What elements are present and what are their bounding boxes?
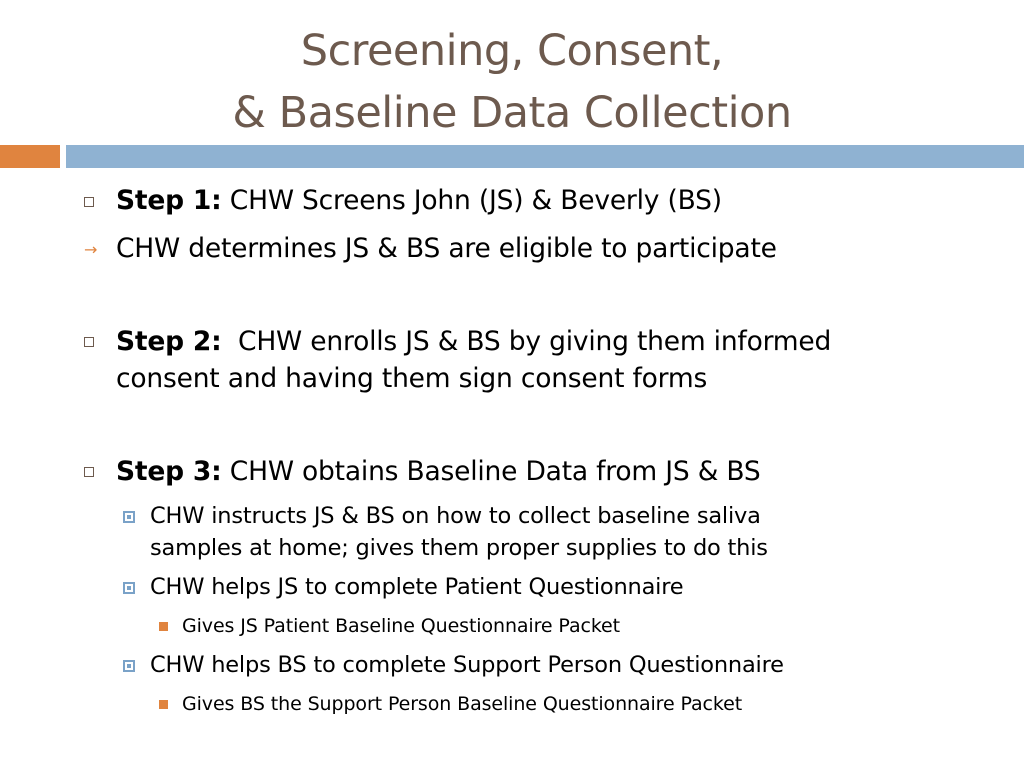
orange-square-bullet-icon <box>159 700 168 709</box>
eligibility-item: CHW determines JS & BS are eligible to participate <box>116 233 777 264</box>
step-2-text-line-2: consent and having them sign consent forms <box>116 363 708 394</box>
slide-title-line-2: & Baseline Data Collection <box>232 88 792 138</box>
step-3-item <box>116 457 761 487</box>
step-3-sub-3: CHW helps BS to complete Support Person Questionnaire <box>150 652 784 678</box>
step-3-sub-2-detail: Gives JS Patient Baseline Questionnaire Packet <box>182 615 620 637</box>
slide-title <box>0 20 1024 144</box>
step-3-label: Step 3: <box>116 456 222 487</box>
step-3-text: CHW obtains Baseline Data from JS & BS <box>221 456 761 487</box>
blue-square-bullet-icon <box>123 511 135 523</box>
orange-square-bullet-icon <box>159 622 168 631</box>
step-2-label: Step 2: <box>116 326 222 357</box>
hollow-square-bullet-icon <box>84 197 94 207</box>
step-2-text: CHW enrolls JS & BS by giving them informed <box>221 326 832 357</box>
slide-title-line-1: Screening, Consent, <box>300 26 724 76</box>
step-3-sub-1-line-2: samples at home; gives them proper supplies to do this <box>150 535 768 561</box>
arrow-right-icon: → <box>84 240 98 259</box>
step-1-text: CHW Screens John (JS) & Beverly (BS) <box>221 185 722 216</box>
hollow-square-bullet-icon <box>84 467 94 477</box>
step-1-label: Step 1: <box>116 185 222 216</box>
step-3-sub-1-line-1: CHW instructs JS & BS on how to collect baseline saliva <box>150 503 761 529</box>
step-3-sub-2: CHW helps JS to complete Patient Questionnaire <box>150 574 684 600</box>
blue-square-bullet-icon <box>123 582 135 594</box>
blue-square-bullet-icon <box>123 660 135 672</box>
step-2-item <box>116 327 831 357</box>
hollow-square-bullet-icon <box>84 337 94 347</box>
accent-bar-orange <box>0 145 60 168</box>
accent-bar-blue <box>66 145 1024 168</box>
step-1-item <box>116 186 722 216</box>
step-3-sub-3-detail: Gives BS the Support Person Baseline Questionnaire Packet <box>182 693 743 715</box>
